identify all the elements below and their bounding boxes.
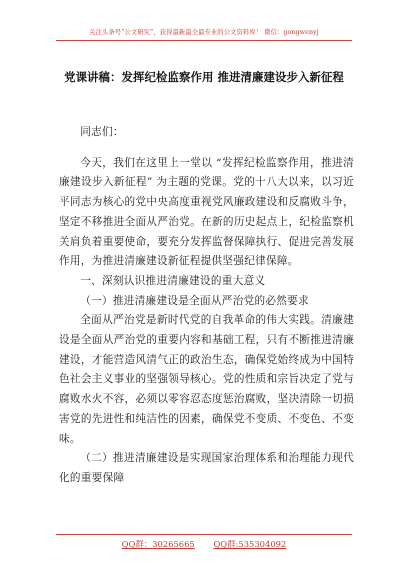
document-body (59, 123, 354, 489)
qq-group-link[interactable]: QQ群:535304092 (213, 539, 287, 549)
section-heading: 一、深刻认识推进清廉建设的重大意义 (80, 274, 266, 287)
subsection-heading: （一）推进清廉建设是全面从严治党的必然要求 (80, 294, 309, 307)
footer-divider (56, 534, 352, 535)
intro-paragraph: 今天，我们在这里上一堂以 “发挥纪检监察作用，推进清廉建设步入新征程” 为主题的党课。党的十八大以来，以习近平同志为核心的党中央高度重视党风廉政建设和反腐败斗争，坚定不移推进全面从严治党。在新的历史起点上，纪检监察机关肩负着重要使命，要充分发挥监督保障执行、促进完善发展作用，为推进清廉建设新征程提供坚强纪律保障。 (59, 156, 354, 268)
body-paragraph: 全面从严治党是新时代党的自我革命的伟大实践。清廉建设是全面从严治党的重要内容和基础工程，只有不断推进清廉建设，才能营造风清气正的政治生态，确保党始终成为中国特色社会主义事业的坚强领导核心。党的性质和宗旨决定了党与腐败水火不容，必须以零容忍态度惩治腐败，坚决清除一切损害党的先进性和纯洁性的因素，确保党不变质、不变色、不变味。 (59, 314, 354, 445)
qq-group-link[interactable]: QQ群：30265665 (121, 539, 195, 549)
header-divider (56, 40, 352, 41)
subsection-heading: （二）推进清廉建设是实现国家治理体系和治理能力现代化的重要保障 (59, 452, 354, 484)
greeting-paragraph: 同志们： (80, 126, 124, 138)
document-title: 党课讲稿：发挥纪检监察作用 推进清廉建设步入新征程 (64, 70, 344, 84)
header-notice: 关注头条号“公文研究”，获得最新最全最专业的公文资料库！ 微信：gongwenyj (89, 29, 319, 36)
footer-contacts (0, 538, 408, 550)
